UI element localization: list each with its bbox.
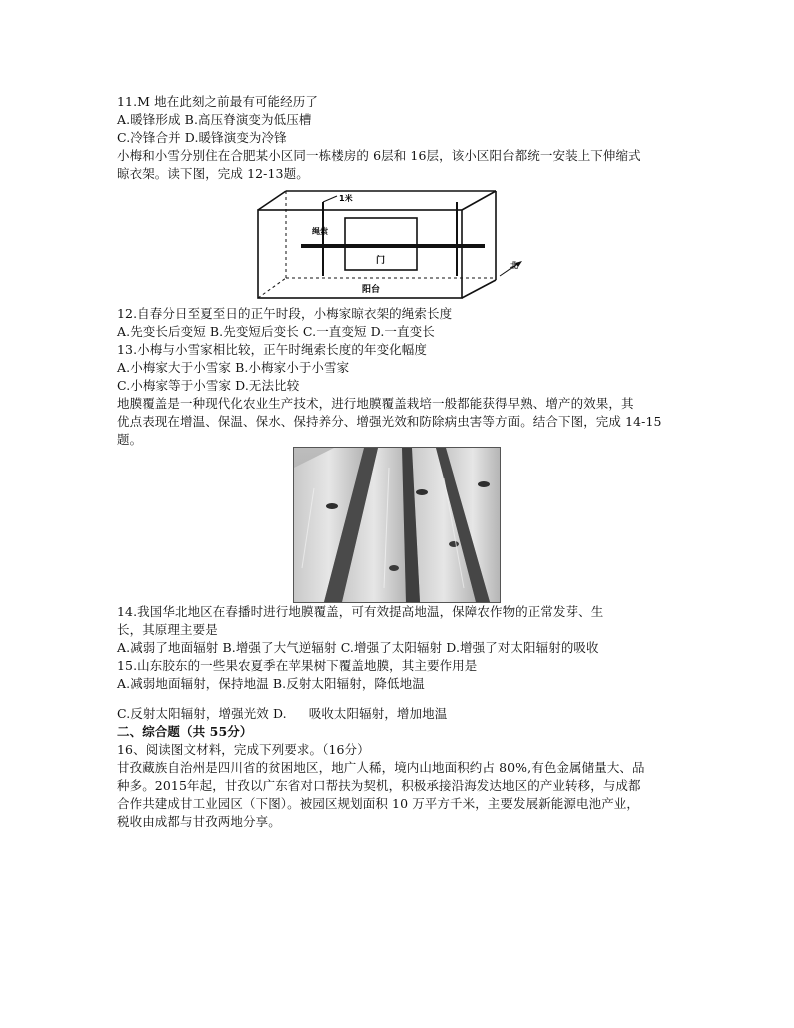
scale-marker-line [323, 196, 337, 202]
q16-stem: 16、阅读图文材料，完成下列要求。（16分） [117, 742, 370, 757]
box-edge-top-left [258, 191, 286, 210]
q15-options-cd [117, 705, 447, 722]
passage2-line2: 优点表现在增温、保温、保水、保持养分、增强光效和防除病虫害等方面。结合下图，完成 14-15 [117, 414, 662, 429]
balcony-diagram [256, 188, 526, 303]
passage2-line1: 地膜覆盖是一种现代化农业生产技术，进行地膜覆盖栽培一般都能获得早熟、增产的效果，其 [117, 396, 634, 411]
q14-stem-line2: 长，其原理主要是 [117, 622, 218, 637]
q12-stem: 12.自春分日至夏至日的正午时段，小梅家晾衣架的绳索长度 [117, 306, 453, 321]
north-label: 北 [510, 261, 518, 270]
q13-options-ab: A.小梅家大于小雪家 B.小梅家小于小雪家 [117, 360, 350, 375]
section2-title: 二、综合题（共 55分） [117, 724, 253, 739]
box-hidden-edge-diagonal [258, 278, 286, 298]
rope-label: 绳索 [312, 227, 328, 236]
q11-options-ab: A.暖锋形成 B.高压脊演变为低压槽 [117, 112, 312, 127]
q15-stem: 15.山东胶东的一些果农夏季在苹果树下覆盖地膜，其主要作用是 [117, 658, 478, 673]
q16-line2: 种多。2015年起，甘孜以广东省对口帮扶为契机，积极承接沿海发达地区的产业转移，与成都 [117, 778, 641, 793]
q16-line1: 甘孜藏族自治州是四川省的贫困地区，地广人稀，境内山地面积约占 80%,有色金属储量大、品 [117, 760, 645, 775]
rope-bar [301, 244, 485, 248]
passage1-line2: 晾衣架。读下图，完成 12-13题。 [117, 166, 309, 181]
q14-stem-line1: 14.我国华北地区在春播时进行地膜覆盖，可有效提高地温，保障农作物的正常发芽、生 [117, 604, 604, 619]
q15-option-c: C.反射太阳辐射，增强光效 D. [117, 706, 287, 721]
soil-clod [389, 565, 399, 571]
soil-clod [449, 541, 459, 547]
box-edge-bottom-right [462, 280, 496, 298]
box-edge-top-right [462, 191, 496, 210]
q13-stem: 13.小梅与小雪家相比较，正午时绳索长度的年变化幅度 [117, 342, 427, 357]
q12-options: A.先变长后变短 B.先变短后变长 C.一直变短 D.一直变长 [117, 324, 435, 339]
balcony-label: 阳台 [362, 285, 381, 295]
soil-clod [478, 481, 490, 487]
q11-stem: 11.M 地在此刻之前最有可能经历了 [117, 94, 318, 109]
mulch-field-photo [293, 447, 501, 603]
soil-clod [416, 489, 428, 495]
q15-option-d: 吸收太阳辐射，增加地温 [308, 706, 448, 721]
q15-options-ab: A.减弱地面辐射，保持地温 B.反射太阳辐射，降低地温 [117, 676, 425, 691]
soil-clod [326, 503, 338, 509]
mulch-field-drawing [294, 448, 500, 602]
q14-options: A.减弱了地面辐射 B.增强了大气逆辐射 C.增强了太阳辐射 D.增强了对太阳辐射的吸收 [117, 640, 599, 655]
q13-options-cd: C.小梅家等于小雪家 D.无法比较 [117, 378, 300, 393]
scale-label: 1米 [339, 194, 353, 203]
door-label: 门 [376, 256, 386, 266]
passage1-line1: 小梅和小雪分别住在合肥某小区同一栋楼房的 6层和 16层，该小区阳台都统一安装上下伸缩式 [117, 148, 641, 163]
passage2-line3: 题。 [117, 432, 143, 447]
q11-options-cd: C.冷锋合并 D.暖锋演变为冷锋 [117, 130, 287, 145]
q16-line3: 合作共建成甘工业园区（下图）。被园区规划面积 10 万平方千米，主要发展新能源电池产业， [117, 796, 640, 811]
q16-line4: 税收由成都与甘孜两地分享。 [117, 814, 281, 829]
